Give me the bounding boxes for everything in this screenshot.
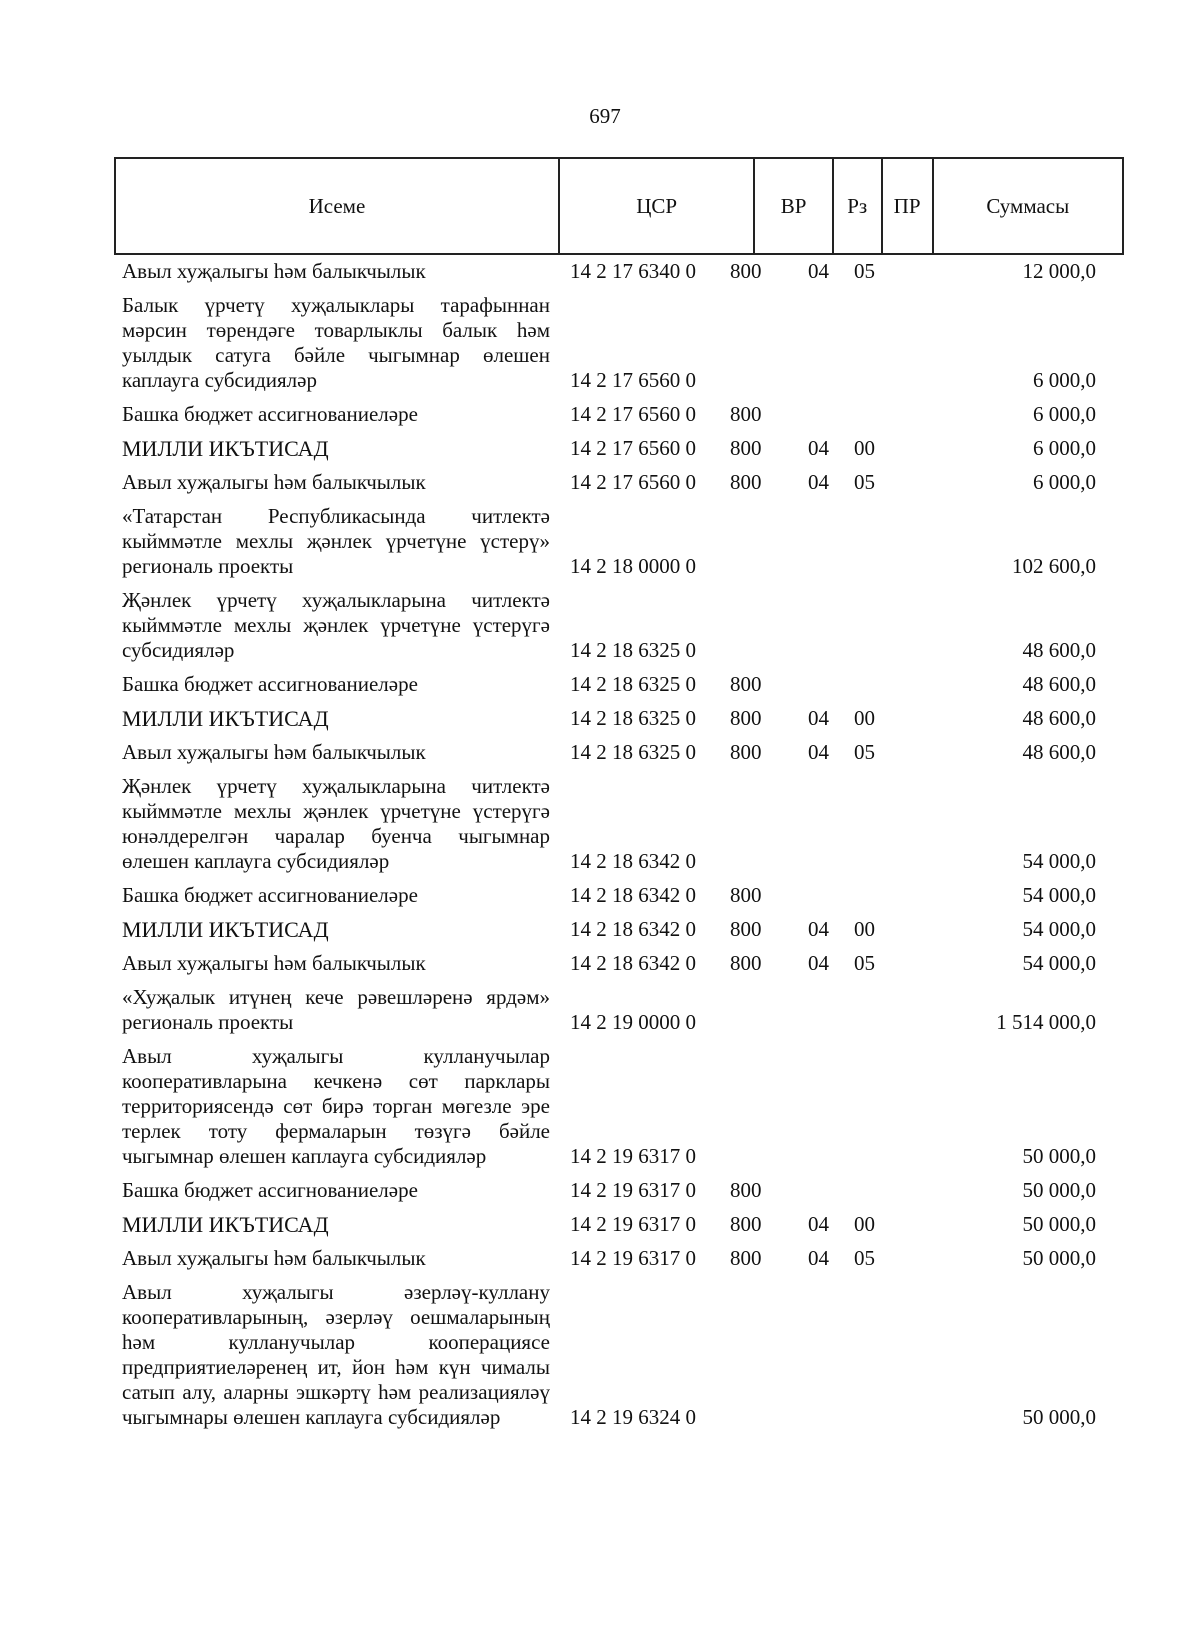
cell-csr: 14 2 18 6325 0 [570, 638, 696, 662]
cell-csr: 14 2 18 6325 0 [570, 706, 696, 730]
cell-rz: 04 [808, 259, 829, 283]
cell-name: Башка бюджет ассигнованиеләре [122, 1178, 418, 1202]
cell-csr: 14 2 17 6560 0 [570, 436, 696, 460]
cell-pr: 05 [854, 259, 875, 283]
cell-rz: 04 [808, 951, 829, 975]
cell-name: Авыл хуҗалыгы һәм балыкчылык [122, 259, 426, 283]
cell-name: Башка бюджет ассигнованиеләре [122, 883, 418, 907]
cell-sum: 1 514 000,0 [996, 1010, 1096, 1034]
header-vr: ВР [754, 158, 832, 254]
cell-name: МИЛЛИ ИКЪТИСАД [122, 1212, 329, 1237]
cell-pr: 00 [854, 706, 875, 730]
header-name: Исеме [115, 158, 559, 254]
cell-name: Җәнлек үрчетү хуҗалыкларына читлектә кыйммәтле мехлы җәнлек үрчетүне үстерүгә субсидияләр [122, 588, 550, 662]
header-sum: Суммасы [933, 158, 1123, 254]
table-row [114, 702, 1124, 736]
cell-csr: 14 2 18 6325 0 [570, 672, 696, 696]
cell-csr: 14 2 19 6317 0 [570, 1246, 696, 1270]
cell-pr: 05 [854, 470, 875, 494]
cell-name: Авыл хуҗалыгы әзерләү-куллану кооперативларының, әзерләү оешмаларының һәм кулланучылар кооперациясе предприятиеләренең ит, йон һәм күн чималы сатып алу, аларны эшкәртү һәм реализацияләү чыгымнары өлешен каплауга субсидияләр [122, 1280, 550, 1429]
cell-rz: 04 [808, 706, 829, 730]
table-row [114, 1242, 1124, 1276]
table-row [114, 981, 1124, 1040]
cell-name: МИЛЛИ ИКЪТИСАД [122, 706, 329, 731]
cell-name: Авыл хуҗалыгы кулланучылар кооперативларына кечкенә сөт парклары территориясендә сөт бирә торган мөгезле эре терлек тоту фермаларын төзүгә бәйле чыгымнар өлешен каплауга субсидияләр [122, 1044, 550, 1168]
table-row [114, 1208, 1124, 1242]
table-row [114, 1276, 1124, 1435]
cell-sum: 50 000,0 [1022, 1212, 1096, 1236]
cell-sum: 6 000,0 [1033, 368, 1096, 392]
cell-csr: 14 2 18 6342 0 [570, 883, 696, 907]
cell-name: Башка бюджет ассигнованиеләре [122, 672, 418, 696]
cell-sum: 54 000,0 [1022, 883, 1096, 907]
cell-rz: 04 [808, 436, 829, 460]
cell-csr: 14 2 18 6342 0 [570, 917, 696, 941]
header-pr: ПР [882, 158, 933, 254]
table-row [114, 255, 1124, 289]
page-number: 697 [589, 104, 621, 128]
cell-sum: 54 000,0 [1022, 951, 1096, 975]
cell-name: Җәнлек үрчетү хуҗалыкларына читлектә кыйммәтле мехлы җәнлек үрчетүне үстерүгә юнәлдерелгән чаралар буенча чыгымнар өлешен каплауга субсидияләр [122, 774, 550, 873]
cell-csr: 14 2 17 6560 0 [570, 368, 696, 392]
table-row [114, 736, 1124, 770]
table-row [114, 466, 1124, 500]
cell-vr: 800 [730, 740, 762, 764]
cell-name: «Татарстан Республикасында читлектә кыйммәтле мехлы җәнлек үрчетүне үстерү» региональ проекты [122, 504, 550, 578]
cell-name: Авыл хуҗалыгы һәм балыкчылык [122, 1246, 426, 1270]
cell-csr: 14 2 18 6325 0 [570, 740, 696, 764]
table-row [114, 398, 1124, 432]
cell-rz: 04 [808, 917, 829, 941]
cell-pr: 00 [854, 1212, 875, 1236]
cell-vr: 800 [730, 672, 762, 696]
table-row [114, 1174, 1124, 1208]
cell-pr: 00 [854, 436, 875, 460]
cell-pr: 05 [854, 951, 875, 975]
cell-sum: 6 000,0 [1033, 402, 1096, 426]
cell-vr: 800 [730, 436, 762, 460]
cell-vr: 800 [730, 470, 762, 494]
cell-sum: 48 600,0 [1022, 672, 1096, 696]
cell-vr: 800 [730, 1212, 762, 1236]
table-row [114, 947, 1124, 981]
cell-csr: 14 2 17 6340 0 [570, 259, 696, 283]
table-row [114, 913, 1124, 947]
cell-rz: 04 [808, 1246, 829, 1270]
cell-vr: 800 [730, 951, 762, 975]
table-row [114, 1040, 1124, 1174]
header-csr: ЦСР [559, 158, 754, 254]
cell-sum: 50 000,0 [1022, 1405, 1096, 1429]
cell-name: Авыл хуҗалыгы һәм балыкчылык [122, 951, 426, 975]
cell-pr: 05 [854, 1246, 875, 1270]
cell-vr: 800 [730, 402, 762, 426]
table-row [114, 879, 1124, 913]
table-header [114, 157, 1124, 255]
cell-csr: 14 2 19 6317 0 [570, 1178, 696, 1202]
cell-name: «Хуҗалык итүнең кече рәвешләренә ярдәм» региональ проекты [122, 985, 550, 1034]
cell-vr: 800 [730, 1178, 762, 1202]
cell-name: Авыл хуҗалыгы һәм балыкчылык [122, 470, 426, 494]
cell-sum: 12 000,0 [1022, 259, 1096, 283]
cell-pr: 05 [854, 740, 875, 764]
cell-csr: 14 2 17 6560 0 [570, 470, 696, 494]
cell-csr: 14 2 17 6560 0 [570, 402, 696, 426]
cell-name: Башка бюджет ассигнованиеләре [122, 402, 418, 426]
cell-sum: 6 000,0 [1033, 470, 1096, 494]
table-row [114, 584, 1124, 668]
cell-csr: 14 2 18 6342 0 [570, 951, 696, 975]
cell-csr: 14 2 18 0000 0 [570, 554, 696, 578]
cell-sum: 48 600,0 [1022, 740, 1096, 764]
cell-csr: 14 2 18 6342 0 [570, 849, 696, 873]
cell-sum: 48 600,0 [1022, 706, 1096, 730]
header-rz: Рз [833, 158, 882, 254]
cell-pr: 00 [854, 917, 875, 941]
cell-sum: 50 000,0 [1022, 1178, 1096, 1202]
cell-name: Балык үрчетү хуҗалыклары тарафыннан мәрсин төрендәге товарлыклы балык һәм уылдык сатуга бәйле чыгымнар өлешен каплауга субсидияләр [122, 293, 550, 392]
cell-csr: 14 2 19 6324 0 [570, 1405, 696, 1429]
cell-sum: 48 600,0 [1022, 638, 1096, 662]
cell-rz: 04 [808, 1212, 829, 1236]
table-row [114, 432, 1124, 466]
cell-sum: 50 000,0 [1022, 1144, 1096, 1168]
cell-vr: 800 [730, 259, 762, 283]
table-row [114, 289, 1124, 398]
cell-sum: 54 000,0 [1022, 917, 1096, 941]
table-row [114, 500, 1124, 584]
cell-vr: 800 [730, 1246, 762, 1270]
table-row [114, 668, 1124, 702]
cell-vr: 800 [730, 917, 762, 941]
cell-sum: 102 600,0 [1012, 554, 1096, 578]
cell-name: МИЛЛИ ИКЪТИСАД [122, 436, 329, 461]
table-body [114, 255, 1124, 1435]
cell-vr: 800 [730, 706, 762, 730]
cell-rz: 04 [808, 740, 829, 764]
cell-csr: 14 2 19 6317 0 [570, 1144, 696, 1168]
cell-csr: 14 2 19 0000 0 [570, 1010, 696, 1034]
table-row [114, 770, 1124, 879]
cell-name: Авыл хуҗалыгы һәм балыкчылык [122, 740, 426, 764]
cell-name: МИЛЛИ ИКЪТИСАД [122, 917, 329, 942]
cell-sum: 54 000,0 [1022, 849, 1096, 873]
cell-sum: 6 000,0 [1033, 436, 1096, 460]
cell-sum: 50 000,0 [1022, 1246, 1096, 1270]
cell-rz: 04 [808, 470, 829, 494]
cell-vr: 800 [730, 883, 762, 907]
cell-csr: 14 2 19 6317 0 [570, 1212, 696, 1236]
